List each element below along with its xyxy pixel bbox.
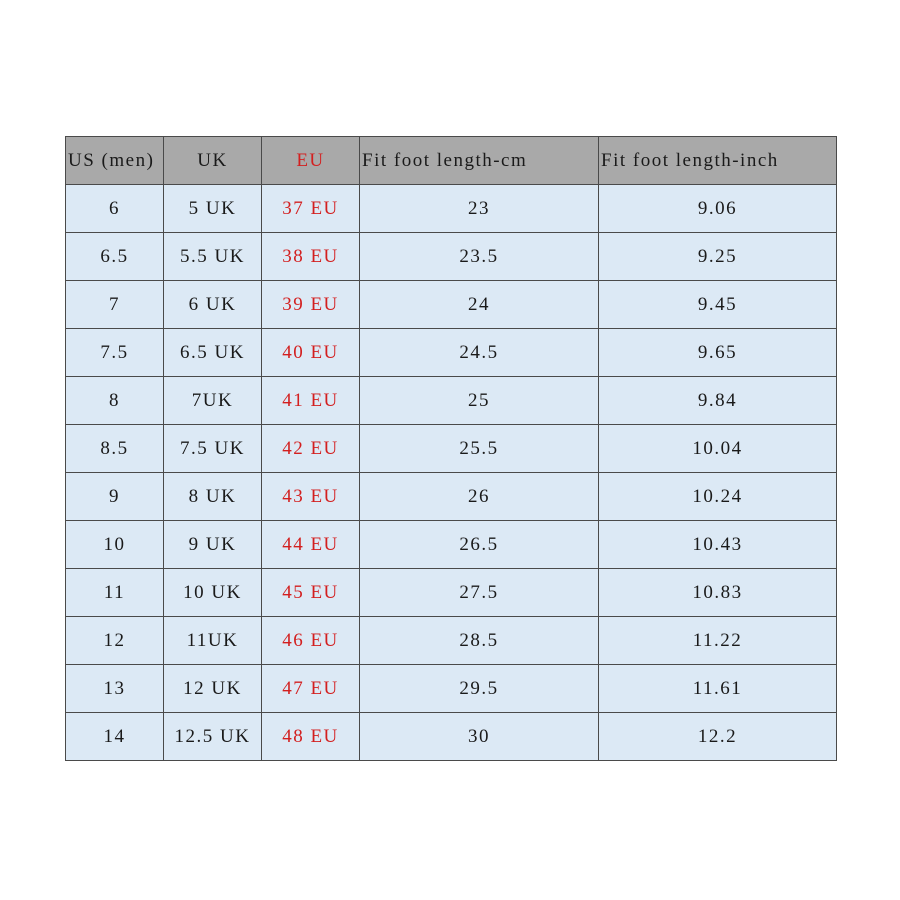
table-row — [66, 617, 837, 665]
cell-us: 9 — [66, 473, 164, 521]
cell-us: 12 — [66, 617, 164, 665]
cell-eu: 41 EU — [262, 377, 360, 425]
cell-inch: 10.83 — [599, 569, 837, 617]
cell-eu: 46 EU — [262, 617, 360, 665]
cell-eu: 45 EU — [262, 569, 360, 617]
cell-inch: 11.61 — [599, 665, 837, 713]
cell-cm: 26 — [360, 473, 599, 521]
cell-cm: 25 — [360, 377, 599, 425]
cell-uk: 7.5 UK — [164, 425, 262, 473]
header-uk: UK — [164, 137, 262, 185]
cell-inch: 9.25 — [599, 233, 837, 281]
cell-us: 8.5 — [66, 425, 164, 473]
cell-uk: 11UK — [164, 617, 262, 665]
cell-inch: 11.22 — [599, 617, 837, 665]
table-row — [66, 281, 837, 329]
cell-uk: 6 UK — [164, 281, 262, 329]
cell-uk: 12.5 UK — [164, 713, 262, 761]
cell-cm: 26.5 — [360, 521, 599, 569]
cell-uk: 6.5 UK — [164, 329, 262, 377]
cell-cm: 24.5 — [360, 329, 599, 377]
cell-cm: 23.5 — [360, 233, 599, 281]
cell-cm: 30 — [360, 713, 599, 761]
header-cm: Fit foot length-cm — [360, 137, 599, 185]
table-row — [66, 185, 837, 233]
table-row — [66, 473, 837, 521]
cell-inch: 9.65 — [599, 329, 837, 377]
cell-us: 13 — [66, 665, 164, 713]
cell-inch: 12.2 — [599, 713, 837, 761]
cell-us: 7.5 — [66, 329, 164, 377]
header-inch: Fit foot length-inch — [599, 137, 837, 185]
cell-uk: 12 UK — [164, 665, 262, 713]
header-eu: EU — [262, 137, 360, 185]
cell-eu: 47 EU — [262, 665, 360, 713]
cell-inch: 10.24 — [599, 473, 837, 521]
cell-inch: 9.84 — [599, 377, 837, 425]
header-row — [66, 137, 837, 185]
cell-uk: 5 UK — [164, 185, 262, 233]
cell-uk: 7UK — [164, 377, 262, 425]
table-row — [66, 377, 837, 425]
table-row — [66, 521, 837, 569]
cell-inch: 10.43 — [599, 521, 837, 569]
cell-cm: 27.5 — [360, 569, 599, 617]
cell-eu: 38 EU — [262, 233, 360, 281]
cell-eu: 44 EU — [262, 521, 360, 569]
cell-cm: 25.5 — [360, 425, 599, 473]
cell-inch: 10.04 — [599, 425, 837, 473]
cell-eu: 48 EU — [262, 713, 360, 761]
cell-us: 10 — [66, 521, 164, 569]
table-row — [66, 425, 837, 473]
cell-eu: 40 EU — [262, 329, 360, 377]
cell-eu: 39 EU — [262, 281, 360, 329]
cell-inch: 9.06 — [599, 185, 837, 233]
table-row — [66, 329, 837, 377]
header-us: US (men) — [66, 137, 164, 185]
cell-us: 6.5 — [66, 233, 164, 281]
table-body — [66, 185, 837, 761]
cell-us: 8 — [66, 377, 164, 425]
cell-us: 11 — [66, 569, 164, 617]
cell-eu: 42 EU — [262, 425, 360, 473]
cell-cm: 29.5 — [360, 665, 599, 713]
cell-us: 6 — [66, 185, 164, 233]
size-chart-table — [65, 136, 837, 761]
cell-eu: 43 EU — [262, 473, 360, 521]
cell-uk: 5.5 UK — [164, 233, 262, 281]
cell-us: 7 — [66, 281, 164, 329]
cell-us: 14 — [66, 713, 164, 761]
table-row — [66, 233, 837, 281]
cell-uk: 8 UK — [164, 473, 262, 521]
table-row — [66, 665, 837, 713]
cell-inch: 9.45 — [599, 281, 837, 329]
cell-eu: 37 EU — [262, 185, 360, 233]
cell-cm: 23 — [360, 185, 599, 233]
cell-cm: 24 — [360, 281, 599, 329]
cell-uk: 10 UK — [164, 569, 262, 617]
cell-uk: 9 UK — [164, 521, 262, 569]
table-row — [66, 713, 837, 761]
cell-cm: 28.5 — [360, 617, 599, 665]
table-row — [66, 569, 837, 617]
